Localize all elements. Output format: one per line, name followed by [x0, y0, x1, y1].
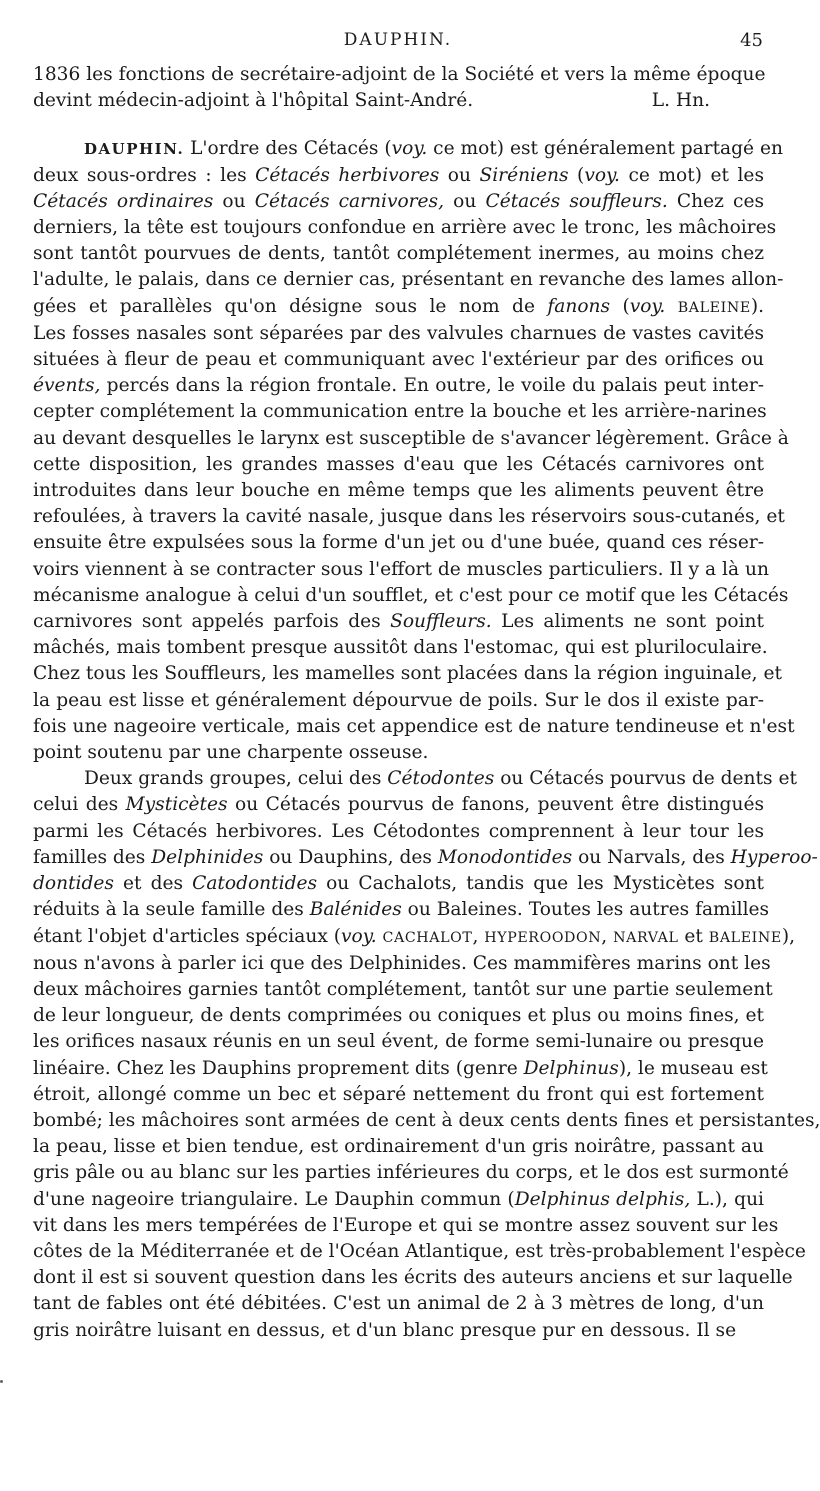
text-run: Chez ces — [667, 190, 764, 212]
text-line — [33, 530, 764, 556]
text-run: gris pâle ou au blanc sur les parties inférieures du corps, et le dos est surmonté — [33, 1162, 789, 1184]
page-header — [33, 30, 763, 60]
text-run: ou Baleines. Toutes les autres familles — [401, 899, 770, 921]
text-run — [665, 296, 677, 317]
text-run: dont il est si souvent question dans les écrits des auteurs anciens et sur laquelle — [33, 1267, 793, 1289]
text-run: celui des — [33, 794, 126, 816]
text-run: ou Cétacés pourvus de fanons, peuvent être distingués — [227, 794, 764, 816]
text-run: ou — [444, 190, 486, 212]
text-run: parmi les Cétacés herbivores. Les Cétodontes comprennent à leur tour les — [33, 820, 764, 842]
cross-reference: HYPEROODON — [484, 929, 602, 946]
text-run: gris noirâtre luisant en dessus, et d'un blanc presque pur en dessous. Il se — [33, 1319, 737, 1341]
text-line — [33, 871, 764, 897]
text-run: ou Cachalots, tandis que les Mysticètes sont — [317, 873, 764, 895]
text-run: ( — [610, 295, 630, 317]
text-line — [33, 897, 770, 923]
text-run: les orifices nasaux réunis en un seul évent, de forme semi-lunaire ou presque — [33, 1031, 764, 1053]
italic-term: Hyperoo- — [730, 846, 818, 868]
text-line — [33, 1213, 779, 1239]
text-run: l'adulte, le palais, dans ce dernier cas, présentant en revanche des lames allon- — [33, 269, 784, 291]
text-run: Les fosses nasales sont séparées par des valvules charnues de vastes cavités — [33, 322, 764, 344]
italic-term: dontides — [33, 873, 114, 895]
text-line — [33, 373, 764, 399]
text-line — [33, 661, 782, 687]
text-line — [33, 714, 795, 740]
text-run: L.), qui — [690, 1188, 764, 1210]
text-run: devint médecin-adjoint à l'hôpital Saint-André. — [33, 90, 474, 112]
text-line — [33, 189, 764, 215]
text-run: fois une nageoire verticale, mais cet appendice est de nature tendineuse et n'est — [33, 715, 795, 737]
italic-term: fanons — [547, 295, 611, 317]
cross-reference: CACHALOT — [382, 929, 473, 946]
text-line — [33, 88, 764, 114]
text-run: de leur longueur, de dents comprimées ou coniques et plus ou moins fines, et — [33, 1005, 764, 1027]
text-run: voirs viennent à se contracter sous l'effort de muscles particuliers. Il y a là un — [33, 558, 769, 580]
text-run: et des — [113, 873, 193, 895]
italic-term: voy. — [584, 164, 620, 186]
italic-term: Souffleurs. — [390, 611, 492, 633]
text-run: introduites dans leur bouche en même temps que les aliments peuvent être — [33, 480, 764, 502]
article-headword-line — [33, 136, 783, 162]
text-line — [33, 504, 785, 530]
italic-term: Siréniens — [479, 164, 569, 186]
text-run: situées à fleur de peau et communiquant avec l'extérieur par des orifices ou — [33, 349, 764, 371]
text-run: cepter complétement la communication entre la bouche et les arrière-narines — [33, 401, 767, 423]
italic-term: Cétacés ordinaires — [33, 190, 214, 212]
italic-term: Delphinides — [151, 846, 264, 868]
text-line — [33, 557, 769, 583]
italic-term: voy. — [629, 295, 666, 317]
text-run: ), le museau est — [618, 1057, 768, 1079]
article-body — [33, 62, 820, 1344]
text-line — [33, 951, 771, 977]
text-run: la peau est lisse et généralement dépourvue de poils. Sur le dos il existe par- — [33, 689, 764, 711]
text-run: familles des — [33, 846, 152, 868]
text-run: ou — [439, 164, 480, 186]
text-line — [33, 1082, 764, 1108]
text-run: étroit, allongé comme un bec et séparé nettement du front qui est fortement — [33, 1083, 764, 1105]
text-line — [33, 792, 764, 818]
italic-term: Mysticètes — [125, 794, 228, 816]
text-run: Les aliments ne sont point — [491, 611, 764, 633]
italic-term: Balénides — [309, 899, 402, 921]
italic-term: voy. — [340, 925, 377, 947]
text-line — [33, 1108, 820, 1134]
italic-term: voy. — [391, 138, 428, 160]
italic-term: Cétacés carnivores, — [254, 190, 444, 212]
text-run: ce mot) est généralement partagé en — [427, 138, 783, 160]
text-line — [33, 399, 767, 425]
headword: DAUPHIN. — [84, 140, 185, 159]
cross-reference: BALEINE — [708, 929, 782, 946]
text-line — [33, 635, 768, 661]
text-line — [33, 845, 818, 871]
text-run: Deux grands groupes, celui des — [84, 768, 388, 790]
text-run: cette disposition, les grandes masses d'eau que les Cétacés carnivores ont — [33, 453, 764, 475]
italic-term: Catodontides — [192, 873, 318, 895]
text-run: derniers, la tête est toujours confondue en arrière avec le tronc, les mâchoires — [33, 217, 777, 239]
text-run: tant de fables ont été débitées. C'est un animal de 2 à 3 mètres de long, d'un — [33, 1293, 764, 1315]
text-line — [33, 163, 764, 189]
text-run: mécanisme analogue à celui d'un soufflet, et c'est pour ce motif que les Cétacés — [33, 584, 789, 606]
text-line — [33, 267, 784, 293]
text-line — [33, 1160, 789, 1186]
running-title: DAUPHIN. — [343, 30, 453, 50]
text-line — [33, 452, 764, 478]
text-line — [33, 583, 789, 609]
text-line — [33, 241, 764, 267]
italic-term: Monodontides — [437, 846, 573, 868]
text-line — [33, 62, 764, 88]
text-line — [33, 1239, 806, 1265]
text-run: nous n'avons à parler ici que des Delphinides. Ces mammifères marins ont les — [33, 952, 771, 974]
text-line — [33, 321, 764, 347]
text-run: ou Cétacés pourvus de dents et — [494, 768, 797, 790]
text-run: percés dans la région frontale. En outre, le voile du palais peut inter- — [100, 375, 764, 397]
text-line — [33, 766, 797, 792]
text-run: ou Narvals, des — [572, 846, 731, 868]
text-run: sont tantôt pourvues de dents, tantôt complétement inermes, au moins chez — [33, 243, 764, 265]
text-run: et — [678, 925, 709, 947]
text-run: refoulées, à travers la cavité nasale, jusque dans les réservoirs sous-cutanés, et — [33, 506, 785, 528]
text-run: la peau, lisse et bien tendue, est ordinairement d'un gris noirâtre, passant au — [33, 1136, 764, 1158]
text-run: deux mâchoires garnies tantôt complétement, tantôt sur une partie seulement — [33, 978, 773, 1000]
text-run: ensuite être expulsées sous la forme d'un jet ou d'une buée, quand ces réser- — [33, 532, 764, 554]
text-run: ce mot) et les — [619, 164, 764, 186]
text-line — [33, 1056, 768, 1082]
cross-reference: BALEINE — [677, 299, 751, 316]
italic-term: Cétacés souffleurs. — [485, 190, 668, 212]
text-line — [33, 478, 764, 504]
text-line — [33, 1029, 764, 1055]
paragraph-gap — [33, 114, 764, 136]
text-run: étant l'objet d'articles spéciaux ( — [33, 925, 341, 947]
text-run: ( — [568, 164, 585, 186]
text-line — [33, 819, 764, 845]
text-run: linéaire. Chez les Dauphins proprement dits (genre — [33, 1057, 524, 1079]
text-run: réduits à la seule famille des — [33, 899, 310, 921]
text-line — [33, 215, 777, 241]
text-run: ou Dauphins, des — [263, 846, 438, 868]
text-run: carnivores sont appelés parfois des — [33, 611, 391, 633]
cross-reference: NARVAL — [613, 929, 679, 946]
text-line — [33, 609, 764, 635]
page-number: 45 — [740, 30, 763, 51]
text-line — [33, 924, 795, 951]
text-run: côtes de la Méditerranée et de l'Océan Atlantique, est très-probablement l'espèce — [33, 1240, 806, 1262]
text-line — [33, 294, 764, 321]
text-line — [33, 1134, 764, 1160]
text-line — [33, 426, 789, 452]
text-run: L'ordre des Cétacés ( — [184, 138, 392, 160]
italic-term: Delphinus — [523, 1057, 619, 1079]
text-line — [33, 1318, 764, 1344]
text-line — [33, 1003, 764, 1029]
text-run: 1836 les fonctions de secrétaire-adjoint de la Société et vers la même époque — [33, 64, 766, 85]
author-signature: L. Hn. — [651, 90, 710, 112]
italic-term: Cétodontes — [387, 768, 495, 790]
text-run: ), — [781, 925, 795, 947]
text-line — [33, 977, 773, 1003]
text-run: , — [601, 925, 614, 947]
text-run: deux sous-ordres : les — [33, 164, 256, 186]
text-line — [33, 740, 764, 766]
italic-term: Delphinus delphis, — [514, 1188, 691, 1210]
text-run: vit dans les mers tempérées de l'Europe et qui se montre assez souvent sur les — [33, 1214, 779, 1236]
text-run: au devant desquelles le larynx est susceptible de s'avancer légèrement. Grâce à — [33, 427, 789, 449]
italic-term: Cétacés herbivores — [255, 164, 440, 186]
text-line — [33, 347, 764, 373]
text-run: , — [472, 925, 485, 947]
text-run: bombé; les mâchoires sont armées de cent à deux cents dents fines et persistantes, — [33, 1109, 820, 1131]
text-line — [33, 1291, 764, 1317]
text-line — [33, 1265, 793, 1291]
margin-speck — [0, 1380, 3, 1383]
text-run: Chez tous les Souffleurs, les mamelles sont placées dans la région inguinale, et — [33, 663, 782, 685]
text-line — [33, 688, 764, 714]
text-run: gées et parallèles qu'on désigne sous le nom de — [33, 295, 548, 317]
text-run: ou — [213, 190, 255, 212]
text-run: ). — [750, 295, 764, 317]
text-run: point soutenu par une charpente osseuse. — [33, 742, 429, 764]
italic-term: évents, — [33, 375, 101, 397]
text-run: d'une nageoire triangulaire. Le Dauphin commun ( — [33, 1188, 515, 1210]
text-line — [33, 1187, 764, 1213]
text-run: mâchés, mais tombent presque aussitôt dans l'estomac, qui est pluriloculaire. — [33, 637, 768, 659]
